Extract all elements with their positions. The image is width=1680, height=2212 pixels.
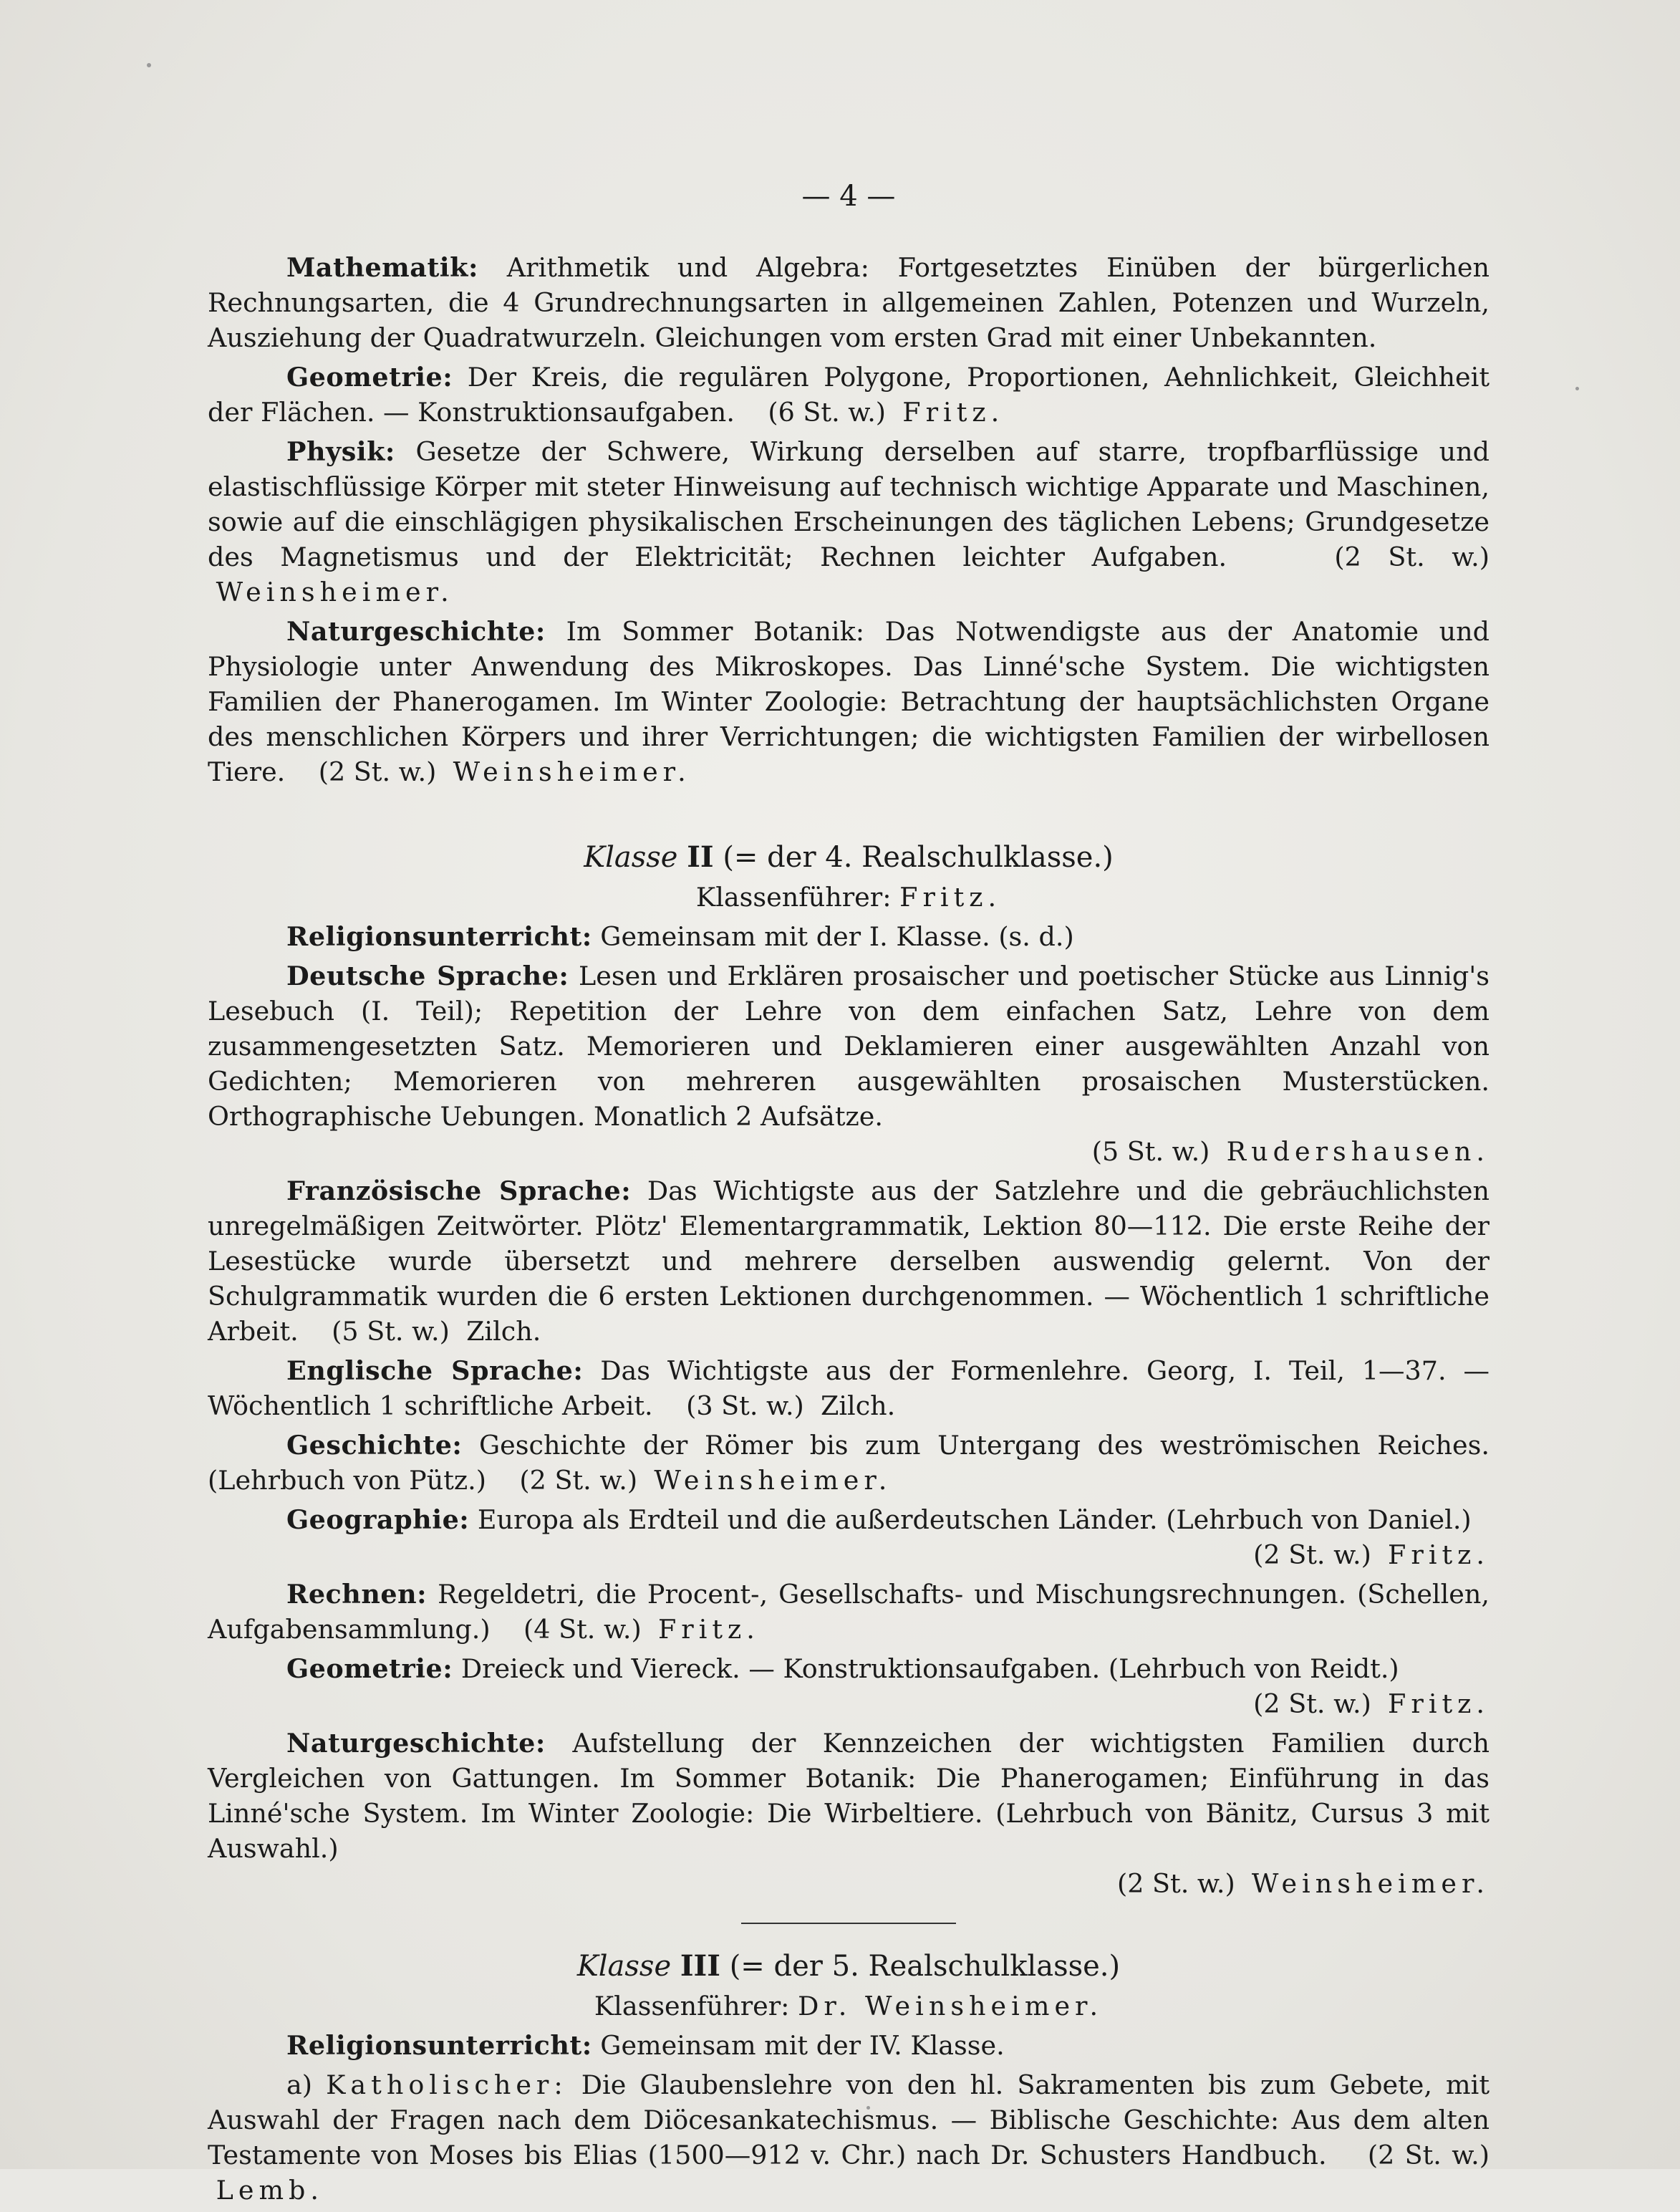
teacher: Zilch. (466, 1316, 541, 1347)
section-heading: Mathematik: (286, 252, 478, 283)
teacher: Weinsheimer. (453, 756, 691, 787)
fuehrer-name: Fritz. (899, 882, 1002, 913)
section-englisch-ii (208, 1353, 1490, 1423)
section-text: Regeldetri, die Procent-, Gesellschafts- und Mischungsrechnungen. (Schellen, Aufgabensammlung.) (208, 1579, 1490, 1645)
hours: (2 St. w.) (1367, 2140, 1490, 2170)
section-geographie-ii (208, 1502, 1490, 1572)
page-number: — 4 — (801, 180, 896, 213)
section-geometrie-ii (208, 1651, 1490, 1721)
section-franzoesisch-ii (208, 1173, 1490, 1349)
section-heading: Geographie: (286, 1504, 470, 1535)
section-heading: Englische Sprache: (286, 1355, 584, 1386)
teacher: Fritz. (902, 397, 1005, 428)
klassenfuehrer-iii (208, 1989, 1490, 2024)
klasse-title: Klasse (576, 1950, 672, 1983)
section-text: Europa als Erdteil und die außerdeutschen Länder. (Lehrbuch von Daniel.) (477, 1504, 1472, 1535)
klasse-equiv: (= der 4. Realschulklasse.) (723, 841, 1114, 874)
section-heading: Rechnen: (286, 1579, 428, 1610)
klassenfuehrer-ii (208, 880, 1490, 915)
hours: (2 St. w.) (1116, 1868, 1235, 1899)
teacher: Weinsheimer. (216, 577, 454, 607)
fuehrer-label: Klassenführer: (594, 1991, 790, 2021)
section-heading: Naturgeschichte: (286, 1728, 546, 1759)
klasse-ii-heading (208, 840, 1490, 875)
section-heading: Naturgeschichte: (286, 616, 546, 647)
hours-teacher-line (208, 1686, 1490, 1721)
section-heading: Geometrie: (286, 362, 453, 393)
klasse-number: II (687, 840, 714, 874)
section-text: Gemeinsam mit der I. Klasse. (s. d.) (600, 921, 1074, 952)
section-heading: Deutsche Sprache: (286, 961, 569, 991)
teacher: Weinsheimer. (654, 1465, 892, 1496)
section-text: Der Kreis, die regulären Polygone, Proportionen, Aehnlichkeit, Gleichheit der Flächen. — Konstruktionsaufgaben. (208, 362, 1490, 428)
teacher: Fritz. (657, 1614, 760, 1645)
teacher: Fritz. (1388, 1539, 1490, 1570)
section-rechnen-ii (208, 1577, 1490, 1647)
section-text: Im Sommer Botanik: Das Notwendigste aus der Anatomie und Physiologie unter Anwendung des Mikroskopes. Das Linné'sche System. Die wichtigsten Familien der Phanerogamen. Im Winter Zoologie: Betrachtung der hauptsächlichsten Organe des menschlichen Körpers und ihrer Verrichtungen; die wichtigsten Familien der wirbellosen Tiere. (208, 616, 1490, 787)
hours: (2 St. w.) (1253, 1539, 1371, 1570)
section-deutsch-ii (208, 958, 1490, 1169)
section-heading: Physik: (286, 436, 395, 467)
section-geometrie (208, 360, 1490, 430)
teacher: Fritz. (1388, 1688, 1490, 1719)
sub-prefix: a) (286, 2069, 313, 2100)
fuehrer-label: Klassenführer: (695, 882, 892, 913)
hours-teacher-line (208, 1537, 1490, 1572)
klasse-number: III (680, 1949, 720, 1983)
page-content (208, 179, 1490, 2212)
section-text: Die Glaubenslehre von den hl. Sakramenten bis zum Gebete, mit Auswahl der Fragen nach dem Diöcesankatechismus. — Biblische Geschichte: Aus dem alten Testamente von Moses bis Elias (1500—912 v. Chr.) nach Dr. Schusters Handbuch. (208, 2069, 1490, 2170)
teacher: Zilch. (821, 1390, 896, 1421)
section-text: Geschichte der Römer bis zum Untergang des weströmischen Reiches. (Lehrbuch von Pütz.) (208, 1430, 1490, 1496)
section-heading: Religionsunterricht: (286, 2030, 592, 2061)
speck (147, 63, 151, 67)
section-heading: Geschichte: (286, 1430, 463, 1461)
klasse-iii-heading (208, 1948, 1490, 1984)
section-text: Das Wichtigste aus der Satzlehre und die gebräuchlichsten unregelmäßigen Zeitwörter. Plötz' Elementargrammatik, Lektion 80—112. Die erste Reihe der Lesestücke wurde übersetzt und mehrere derselben auswendig gelernt. Von der Schulgrammatik wurden die 6 ersten Lektionen durchgenommen. — Wöchentlich 1 schriftliche Arbeit. (208, 1175, 1490, 1347)
klasse-title: Klasse (584, 841, 678, 874)
hours: (5 St. w.) (332, 1316, 450, 1347)
section-religion-iii (208, 2028, 1490, 2063)
teacher: Weinsheimer. (1251, 1868, 1490, 1899)
section-naturgeschichte (208, 614, 1490, 789)
section-divider (741, 1923, 956, 1924)
section-text: Gesetze der Schwere, Wirkung derselben auf starre, tropfbarflüssige und elastischflüssige Körper mit steter Hinweisung auf technisch wichtige Apparate und Maschinen, sowie auf die einschlägigen physikalischen Erscheinungen des täglichen Lebens; Grundgesetze des Magnetismus und der Elektricität; Rechnen leichter Aufgaben. (208, 436, 1490, 572)
hours: (2 St. w.) (1253, 1688, 1371, 1719)
section-geschichte-ii (208, 1428, 1490, 1498)
section-religion-ii (208, 919, 1490, 954)
teacher: Lemb. (216, 2175, 324, 2206)
hours: (2 St. w.) (519, 1465, 638, 1496)
speck (1575, 387, 1579, 390)
hours: (6 St. w.) (768, 397, 887, 428)
section-heading: Religionsunterricht: (286, 921, 592, 952)
section-text: Gemeinsam mit der IV. Klasse. (600, 2030, 1005, 2061)
hours: (3 St. w.) (686, 1390, 804, 1421)
hours: (2 St. w.) (1334, 542, 1490, 572)
section-heading: Französische Sprache: (286, 1175, 632, 1206)
section-text: Aufstellung der Kennzeichen der wichtigsten Familien durch Vergleichen von Gattungen. Im Sommer Botanik: Die Phanerogamen; Einführung in das Linné'sche System. Im Winter Zoologie: Die Wirbeltiere. (Lehrbuch von Bänitz, Cursus 3 mit Auswahl.) (208, 1728, 1490, 1864)
section-text: Lesen und Erklären prosaischer und poetischer Stücke aus Linnig's Lesebuch (I. Teil); Repetition der Lehre von dem einfachen Satz, Lehre von dem zusammengesetzten Satz. Memorieren und Deklamieren einer ausgewählten Anzahl von Gedichten; Memorieren von mehreren ausgewählten prosaischen Musterstücken. Orthographische Uebungen. Monatlich 2 Aufsätze. (208, 961, 1490, 1132)
hours: (4 St. w.) (523, 1614, 642, 1645)
hours: (5 St. w.) (1091, 1136, 1210, 1167)
teacher: Rudershausen. (1226, 1136, 1490, 1167)
section-physik (208, 434, 1490, 610)
hours-teacher-line (208, 1866, 1490, 1901)
section-katholisch-iii (208, 2067, 1490, 2208)
fuehrer-name: Dr. Weinsheimer. (798, 1991, 1104, 2021)
section-mathematik (208, 250, 1490, 355)
hours-teacher-line (208, 1134, 1490, 1169)
section-text: Dreieck und Viereck. — Konstruktionsaufgaben. (Lehrbuch von Reidt.) (460, 1653, 1399, 1684)
hours: (2 St. w.) (318, 756, 437, 787)
section-text: Das Wichtigste aus der Formenlehre. Georg, I. Teil, 1—37. — Wöchentlich 1 schriftliche Arbeit. (208, 1355, 1490, 1421)
klasse-equiv: (= der 5. Realschulklasse.) (729, 1950, 1121, 1983)
sub-label: Katholischer: (326, 2069, 568, 2100)
section-naturgeschichte-ii (208, 1726, 1490, 1901)
section-text: Arithmetik und Algebra: Fortgesetztes Einüben der bürgerlichen Rechnungsarten, die 4 Grundrechnungsarten in allgemeinen Zahlen, Potenzen und Wurzeln, Ausziehung der Quadratwurzeln. Gleichungen vom ersten Grad mit einer Unbekannten. (208, 252, 1490, 353)
section-heading: Geometrie: (286, 1653, 453, 1684)
